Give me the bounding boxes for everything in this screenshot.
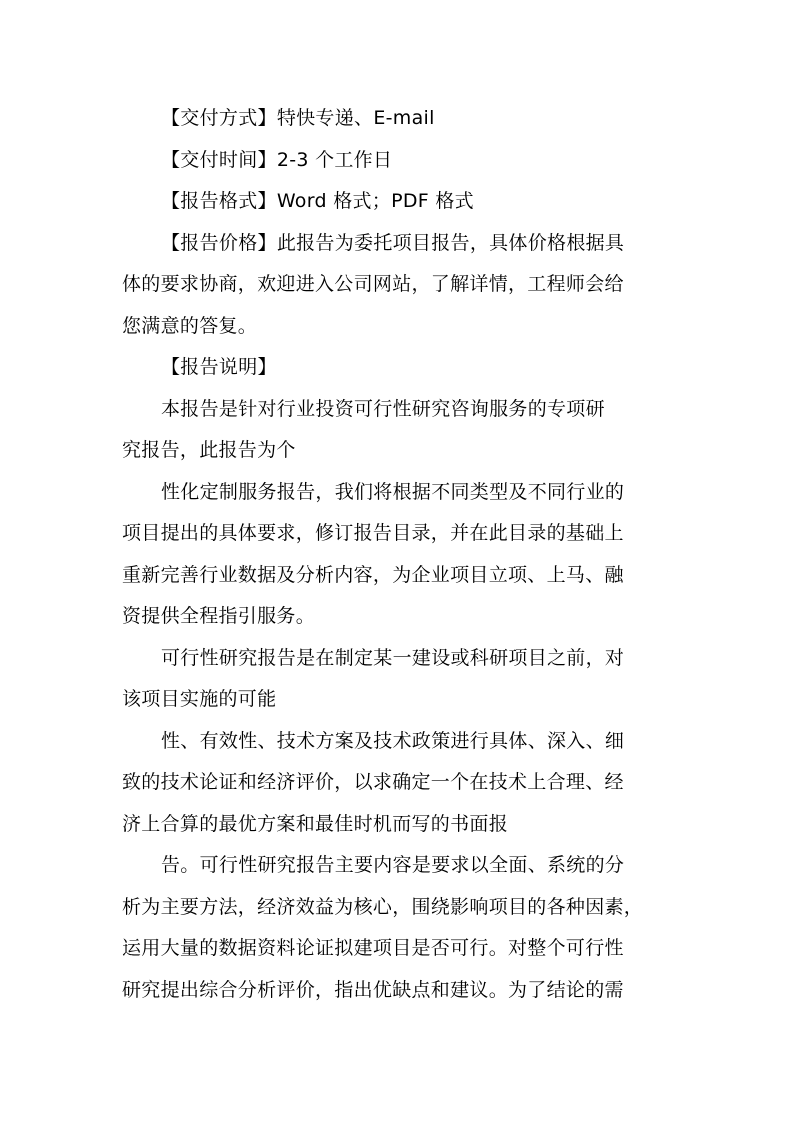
field-label: 【交付时间】	[161, 149, 277, 171]
paragraph-line: 性、有效性、技术方案及技术政策进行具体、深入、细	[161, 730, 625, 752]
field-report-format	[0, 189, 474, 213]
paragraph-line: 析为主要方法，经济效益为核心，围绕影响项目的各种因素，	[122, 896, 644, 918]
field-value: Word 格式；PDF 格式	[276, 190, 474, 212]
paragraph-line: 重新完善行业数据及分析内容，为企业项目立项、上马、融	[122, 564, 624, 586]
paragraph-line: 研究提出综合分析评价，指出优缺点和建议。为了结论的需	[122, 979, 624, 1001]
paragraph-line: 本报告是针对行业投资可行性研究咨询服务的专项研	[161, 398, 605, 420]
paragraph-line: 济上合算的最优方案和最佳时机而写的书面报	[122, 813, 509, 835]
paragraph-line: 运用大量的数据资料论证拟建项目是否可行。对整个可行性	[122, 937, 624, 959]
price-text-line: 体的要求协商，欢迎进入公司网站，了解详情，工程师会给	[122, 273, 624, 295]
field-delivery-time	[0, 148, 392, 172]
field-label: 【报告格式】	[161, 190, 277, 212]
field-delivery-method	[0, 106, 435, 130]
field-value: 此报告为委托项目报告，具体价格根据具	[276, 232, 625, 254]
paragraph-line: 性化定制服务报告，我们将根据不同类型及不同行业的	[161, 481, 625, 503]
report-description-heading: 【报告说明】	[161, 356, 277, 378]
field-label: 【报告价格】	[161, 232, 277, 254]
paragraph-line: 告。可行性研究报告主要内容是要求以全面、系统的分	[161, 854, 625, 876]
paragraph-line: 致的技术论证和经济评价，以求确定一个在技术上合理、经	[122, 771, 624, 793]
paragraph-line: 究报告，此报告为个	[122, 439, 296, 461]
field-label: 【交付方式】	[161, 107, 277, 129]
paragraph-line: 资提供全程指引服务。	[122, 605, 316, 627]
paragraph-line: 该项目实施的可能	[122, 688, 277, 710]
field-value: 2-3 个工作日	[276, 149, 393, 171]
paragraph-line: 项目提出的具体要求，修订报告目录，并在此目录的基础上	[122, 522, 624, 544]
price-text-line: 您满意的答复。	[122, 315, 258, 337]
paragraph-line: 可行性研究报告是在制定某一建设或科研项目之前，对	[161, 647, 625, 669]
field-report-price	[0, 231, 624, 255]
field-value: 特快专递、E-mail	[276, 107, 435, 129]
